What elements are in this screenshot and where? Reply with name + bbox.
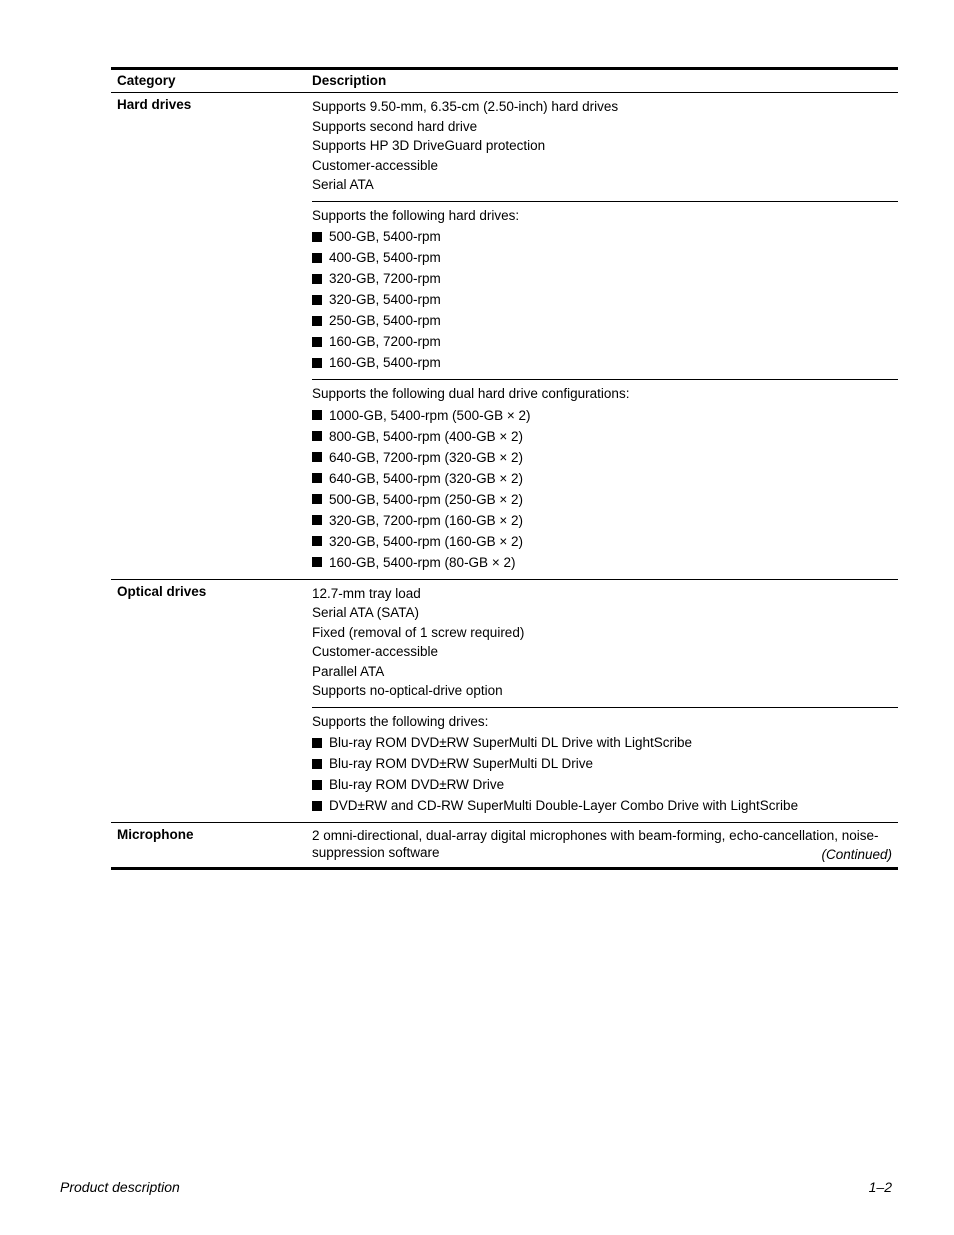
list-item-text: Blu-ray ROM DVD±RW SuperMulti DL Drive	[329, 756, 593, 771]
list-item	[312, 489, 898, 510]
list-item-text: 320-GB, 5400-rpm	[329, 292, 441, 307]
square-bullet-icon	[312, 515, 322, 525]
square-bullet-icon	[312, 410, 322, 420]
list-item	[312, 732, 898, 753]
description-line: Supports second hard drive	[312, 118, 478, 134]
list-item	[312, 774, 898, 795]
category-cell: Optical drives	[111, 579, 312, 707]
square-bullet-icon	[312, 358, 322, 368]
table-row	[111, 201, 898, 380]
list-item	[312, 552, 898, 573]
spec-table	[111, 67, 898, 870]
list-item-text: Blu-ray ROM DVD±RW SuperMulti DL Drive with LightScribe	[329, 735, 693, 750]
list-item	[312, 426, 898, 447]
list-item	[312, 468, 898, 489]
table-header-row	[111, 69, 898, 93]
list-item	[312, 531, 898, 552]
table-row	[111, 707, 898, 823]
table-row	[111, 93, 898, 202]
list-item-text: 640-GB, 5400-rpm (320-GB × 2)	[329, 470, 523, 486]
description-cell	[312, 93, 898, 202]
square-bullet-icon	[312, 253, 322, 263]
description-line: Serial ATA (SATA)	[312, 605, 420, 620]
square-bullet-icon	[312, 431, 322, 441]
square-bullet-icon	[312, 232, 322, 242]
header-description: Description	[312, 69, 898, 93]
square-bullet-icon	[312, 274, 322, 284]
list-item-text: 320-GB, 7200-rpm	[329, 271, 441, 286]
list-item	[312, 226, 898, 247]
header-category: Category	[111, 69, 312, 93]
description-cell	[312, 707, 898, 823]
description-line: Fixed (removal of 1 screw required)	[312, 624, 525, 640]
list-item-text: 640-GB, 7200-rpm (320-GB × 2)	[329, 449, 523, 465]
category-cell	[111, 201, 312, 380]
category-cell	[111, 707, 312, 823]
square-bullet-icon	[312, 780, 322, 790]
description-cell	[312, 380, 898, 580]
description-line: Supports HP 3D DriveGuard protection	[312, 138, 546, 153]
list-item-text: 400-GB, 5400-rpm	[329, 250, 441, 265]
square-bullet-icon	[312, 295, 322, 305]
description-text: 2 omni-directional, dual-array digital microphones with beam-forming, echo-cancellation, noise-suppression software	[312, 828, 879, 860]
square-bullet-icon	[312, 738, 322, 748]
square-bullet-icon	[312, 452, 322, 462]
footer-section-title: Product description	[60, 1179, 180, 1195]
list-item-text: 320-GB, 7200-rpm (160-GB × 2)	[329, 512, 523, 528]
description-cell	[312, 201, 898, 380]
description-line: Supports no-optical-drive option	[312, 683, 503, 698]
description-line: 12.7-mm tray load	[312, 585, 421, 601]
list-item	[312, 447, 898, 468]
list-item	[312, 268, 898, 289]
table-row	[111, 380, 898, 580]
list-item-text: 800-GB, 5400-rpm (400-GB × 2)	[329, 428, 523, 444]
category-cell: Microphone	[111, 823, 312, 869]
table-row	[111, 823, 898, 869]
description-line: Serial ATA	[312, 177, 374, 192]
list-item	[312, 352, 898, 373]
list-item	[312, 247, 898, 268]
list-item-text: 160-GB, 5400-rpm (80-GB × 2)	[329, 554, 516, 570]
list-item-text: 160-GB, 5400-rpm	[329, 355, 441, 370]
list-item	[312, 510, 898, 531]
description-line: Customer-accessible	[312, 157, 439, 173]
square-bullet-icon	[312, 337, 322, 347]
list-item-text: DVD±RW and CD-RW SuperMulti Double-Layer Combo Drive with LightScribe	[329, 798, 799, 813]
table-body	[111, 93, 898, 869]
list-item-text: Blu-ray ROM DVD±RW Drive	[329, 777, 505, 792]
square-bullet-icon	[312, 494, 322, 504]
table-row	[111, 579, 898, 707]
description-line: Customer-accessible	[312, 644, 439, 659]
list-item	[312, 331, 898, 352]
list-intro: Supports the following dual hard drive configurations:	[312, 386, 630, 401]
list-intro: Supports the following drives:	[312, 713, 489, 729]
list-item-text: 250-GB, 5400-rpm	[329, 313, 441, 328]
list-item-text: 160-GB, 7200-rpm	[329, 334, 441, 349]
category-cell: Hard drives	[111, 93, 312, 202]
description-cell	[312, 823, 898, 869]
list-item-text: 500-GB, 5400-rpm	[329, 229, 441, 244]
description-cell	[312, 579, 898, 707]
square-bullet-icon	[312, 536, 322, 546]
footer-page-number: 1–2	[868, 1179, 892, 1195]
list-item	[312, 795, 898, 816]
list-intro: Supports the following hard drives:	[312, 207, 520, 223]
category-cell	[111, 380, 312, 580]
list-item	[312, 289, 898, 310]
square-bullet-icon	[312, 316, 322, 326]
square-bullet-icon	[312, 473, 322, 483]
list-item-text: 320-GB, 5400-rpm (160-GB × 2)	[329, 533, 523, 549]
list-item	[312, 310, 898, 331]
description-line: Supports 9.50-mm, 6.35-cm (2.50-inch) hard drives	[312, 99, 619, 114]
description-line: Parallel ATA	[312, 663, 385, 679]
square-bullet-icon	[312, 801, 322, 811]
square-bullet-icon	[312, 759, 322, 769]
list-item-text: 1000-GB, 5400-rpm (500-GB × 2)	[329, 407, 531, 423]
continued-note: (Continued)	[821, 847, 892, 862]
list-item-text: 500-GB, 5400-rpm (250-GB × 2)	[329, 491, 523, 507]
square-bullet-icon	[312, 557, 322, 567]
list-item	[312, 405, 898, 426]
list-item	[312, 753, 898, 774]
